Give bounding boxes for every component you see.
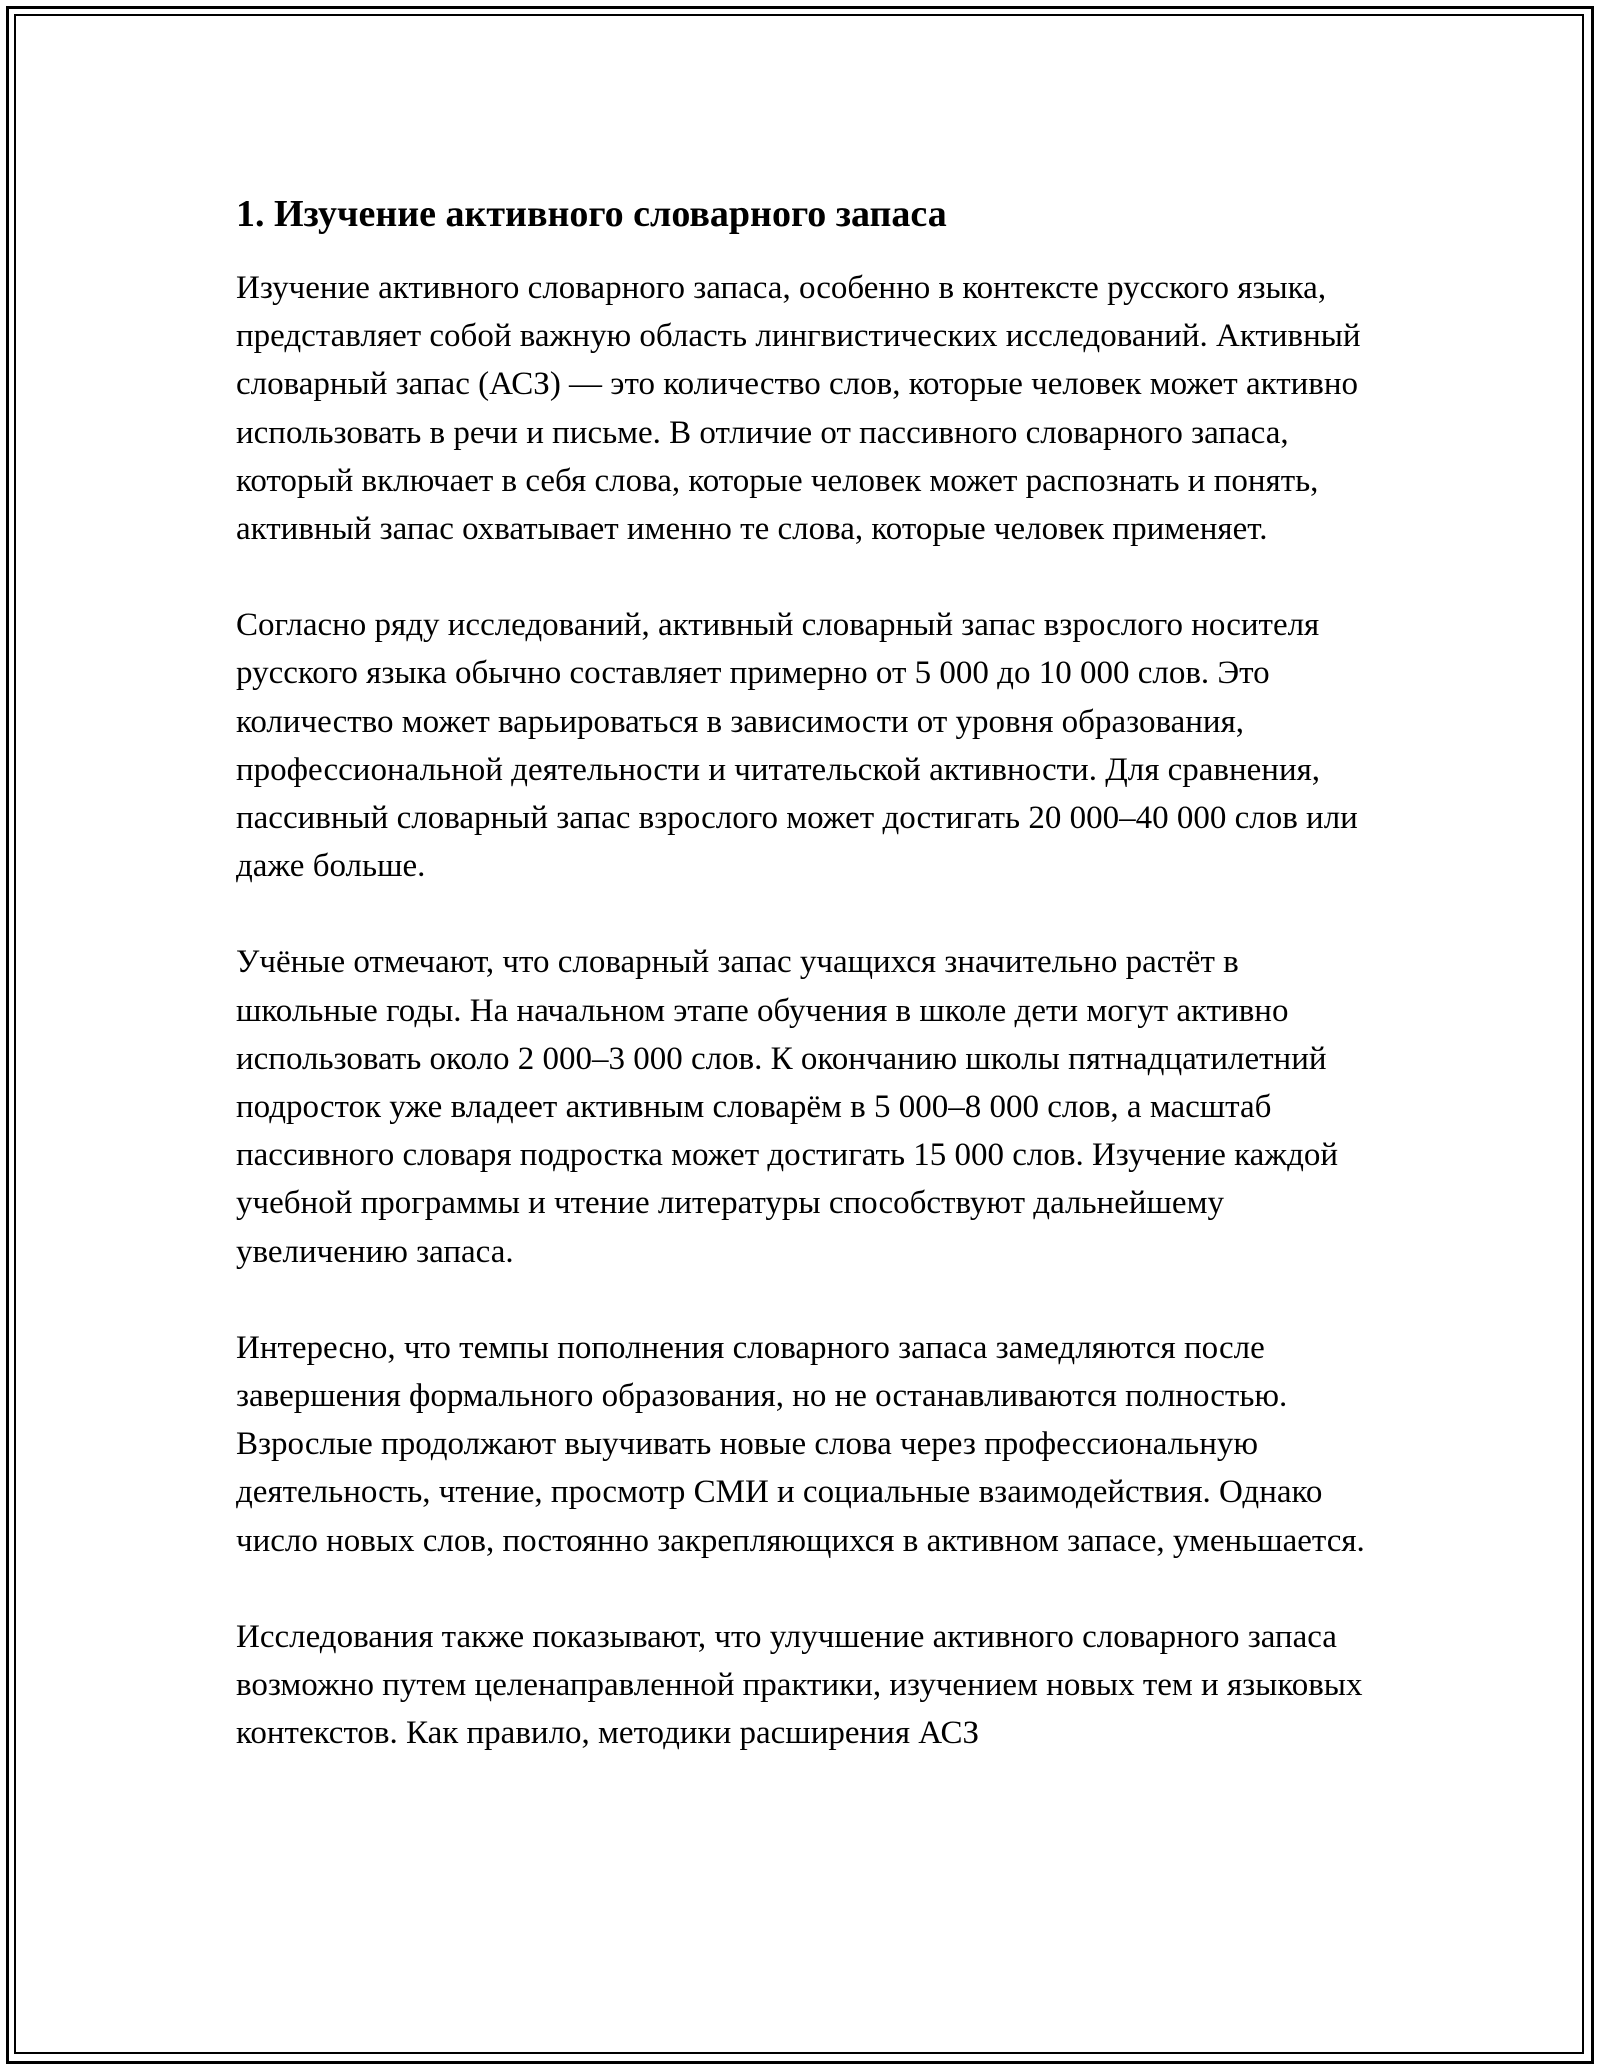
- paragraph-4: Интересно, что темпы пополнения словарного запаса замедляются после завершения формального образования, но не останавливаются полностью. Взрослые продолжают выучивать новые слова через профессиональную деятельность, чтение, просмотр СМИ и социальные взаимодействия. Однако число новых слов, постоянно закрепляющихся в активном запасе, уменьшается.: [236, 1329, 1365, 1559]
- paragraph-1: Изучение активного словарного запаса, особенно в контексте русского языка, представляет собой важную область лингвистических исследований. Активный словарный запас (АСЗ) — это количество слов, которые человек может активно использовать в речи и письме. В отличие от пассивного словарного запаса, который включает в себя слова, которые человек может распознать и понять, активный запас охватывает именно те слова, которые человек применяет.: [236, 270, 1361, 548]
- document-body: [236, 186, 1386, 1805]
- section-heading: 1. Изучение активного словарного запаса: [236, 193, 947, 235]
- paragraph-2: Согласно ряду исследований, активный словарный запас взрослого носителя русского языка обычно составляет примерно от 5 000 до 10 000 слов. Это количество может варьироваться в зависимости от уровня образования, профессиональной деятельности и читательской активности. Для сравнения, пассивный словарный запас взрослого может достигать 20 000–40 000 слов или даже больше.: [236, 607, 1358, 885]
- paragraph-3: Учёные отмечают, что словарный запас учащихся значительно растёт в школьные годы. На начальном этапе обучения в школе дети могут активно использовать около 2 000–3 000 слов. К окончанию школы пятнадцатилетний подросток уже владеет активным словарём в 5 000–8 000 слов, а масштаб пассивного словаря подростка может достигать 15 000 слов. Изучение каждой учебной программы и чтение литературы способствуют дальнейшему увеличению запаса.: [236, 944, 1339, 1270]
- paragraph-5: Исследования также показывают, что улучшение активного словарного запаса возможно путем целенаправленной практики, изучением новых тем и языковых контекстов. Как правило, методики расширения АСЗ: [236, 1618, 1363, 1752]
